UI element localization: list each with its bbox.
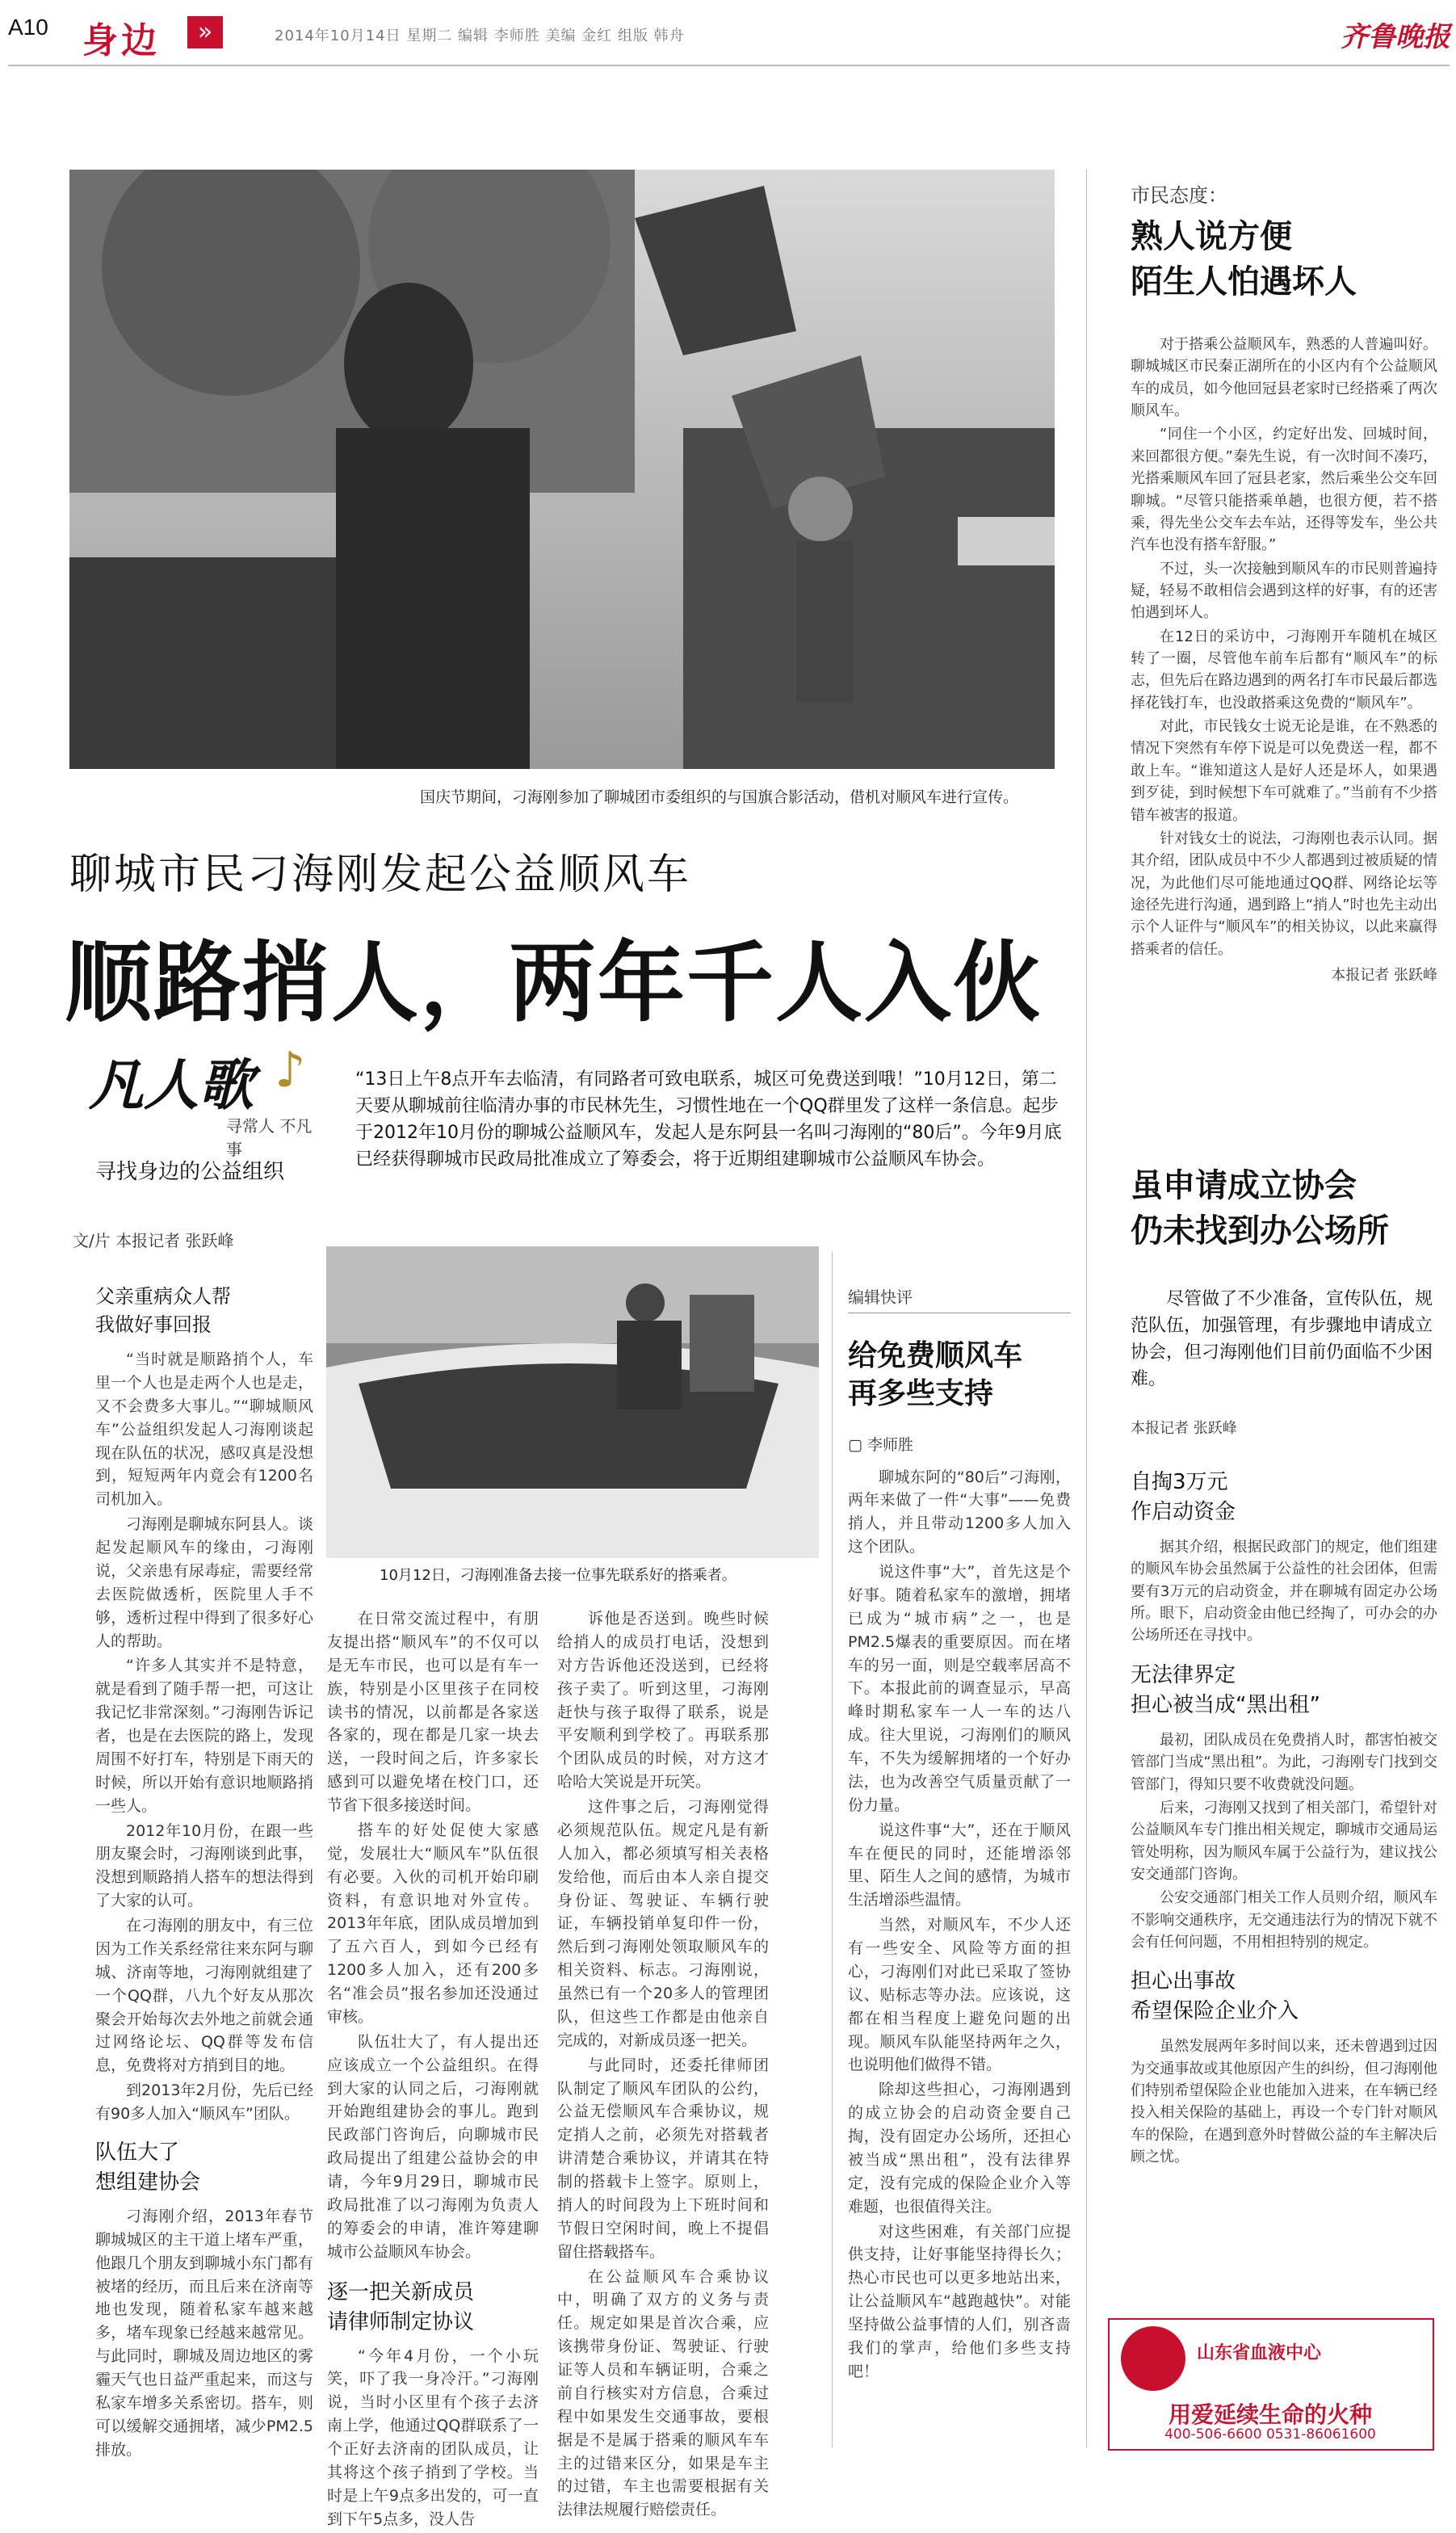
editorial-author-name: 李师胜 <box>867 1435 914 1454</box>
column-3 <box>557 1607 769 2523</box>
paragraph: 在刁海刚的朋友中，有三位因为工作关系经常往来东阿与聊城、济南等地，刁海刚就组建了一个QQ群，八九个好友从那次聚会开始每次去外地之前就会通过网络论坛、QQ群等发布信息，免费将对方捎到目的地。 <box>95 1917 313 2075</box>
paragraph: 聊城东阿的“80后”刁海刚，两年来做了一件“大事”——免费捎人，并且带动1200多人加入这个团队。 <box>848 1468 1071 1556</box>
article-lead: “13日上午8点开车去临清，有同路者可致电联系，城区可免费送到哦！”10月12日，第二天要从聊城前往临清办事的市民林先生，习惯性地在一个QQ群里发了这样一条信息。起步于2012年10月份的聊城公益顺风车，发起人是东阿县一名叫刁海刚的“80后”。今年9月底已经获得聊城市民政局批准成立了筹委会，将于近期组建聊城市公益顺风车协会。 <box>355 1069 1062 1170</box>
paragraph: 与此同时，还委托律师团队制定了顺风车团队的公约，公益无偿顺风车合乘协议，规定捎人之前，必须先对搭载者讲清楚合乘协议，并请其在特制的搭载卡上签字。原则上，捎人的时间段为上下班时间和节假日空闲时间，晚上不提倡留住搭载搭车。 <box>557 2056 769 2261</box>
paragraph: 对这些困难，有关部门应提供支持，让好事能坚持得长久；热心市民也可以更多地站出来，让公益顺风车“越跑越快”。对能坚持做公益事情的人们，别吝啬我们的掌声，给他们多些支持吧！ <box>848 2222 1071 2380</box>
ad-phone: 400-506-6600 0531-86061600 <box>1164 2426 1376 2443</box>
article-byline: 文/片 本报记者 张跃峰 <box>73 1231 234 1250</box>
column-logo <box>81 1042 323 1159</box>
paragraph: 在12日的采访中，刁海刚开车随机在城区转了一圈，尽管他车前车后都有“顺风车”的标志，但先后在路边遇到的两名打车市民最后都选择花钱打车，也没敢搭乘这免费的“顺风车”。 <box>1131 628 1437 712</box>
paragraph: 除却这些担心，刁海刚遇到的成立协会的启动资金要自己掏，没有固定办公场所，还担心被当成“黑出租”，没有法律界定，没有完成的保险企业介入等难题，也很值得关注。 <box>848 2081 1071 2216</box>
paragraph: 后来，刁海刚又找到了相关部门，希望针对公益顺风车专门推出相关规定，聊城市交通局运管处明称，因为顺风车属于公益行为，建议找公安交通部门咨询。 <box>1131 1799 1437 1883</box>
secondary-photo <box>326 1246 819 1558</box>
right-sub1-line2: 作启动资金 <box>1131 1500 1236 1524</box>
ad-slogan: 用爱延续生命的火种 <box>1168 2401 1372 2428</box>
column-2 <box>327 1607 539 2533</box>
paper-logo: 齐鲁晚报 <box>1341 21 1450 53</box>
right-head-line2: 陌生人怕遇坏人 <box>1131 263 1357 300</box>
editorial-box <box>848 1284 1071 2385</box>
paragraph: 诉他是否送到。晚些时候给捎人的成员打电话，没想到对方告诉他还没送到，已经将孩子卖了。听到这里，刁海刚赶快与孩子取得了联系，说是平安顺利到学校了。再联系那个团队成员的时候，对方这才哈哈大笑说是开玩笑。 <box>557 1610 769 1792</box>
page-header <box>0 0 1456 65</box>
right-column-top <box>1131 179 1437 985</box>
subhead-2-line1: 队伍大了 <box>95 2140 180 2165</box>
column-logo-subtitle: 寻常人 不凡事 <box>226 1116 313 1159</box>
header-divider <box>8 65 1450 66</box>
right-body <box>1131 334 1437 960</box>
right2-head-line1: 虽申请成立协会 <box>1131 1167 1357 1204</box>
paragraph: “今年4月份，一个小玩笑，吓了我一身冷汗。”刁海刚说，当时小区里有个孩子去济南上学，他通过QQ群联系了一个正好去济南的团队成员，让其将这个孩子捎到了学校。当时是上午9点多出发的，可一直到下午5点多，没人告 <box>327 2346 539 2528</box>
editorial-author: ▢ 李师胜 <box>848 1435 914 1454</box>
subhead-3-line2: 请律师制定协议 <box>327 2309 475 2334</box>
article-headline: 顺路捎人，两年千人入伙 <box>65 933 1043 1034</box>
paragraph: 据其介绍，根据民政部门的规定，他们组建的顺风车协会虽然属于公益性的社会团体，但需要有3万元的启动资金，并在聊城有固定办公场所。眼下，启动资金由他已经掏了，可办会的办公场所还在寻找中。 <box>1131 1539 1437 1645</box>
blood-donation-ad[interactable] <box>1108 2318 1434 2451</box>
paragraph: 到2013年2月份，先后已经有90多人加入“顺风车”团队。 <box>95 2081 313 2123</box>
right-sub2-line2: 担心被当成“黑出租” <box>1131 1692 1320 1717</box>
editorial-body <box>848 1466 1071 2384</box>
main-photo <box>69 170 1055 769</box>
right-sub1-body <box>1131 1536 1437 1647</box>
right-sub2-body <box>1131 1729 1437 1954</box>
blood-drop-icon <box>1121 2326 1185 2391</box>
paragraph: 最初，团队成员在免费捎人时，都害怕被交管部门当成“黑出租”。为此，刁海刚专门找到交管部门，得知只要不收费就没问题。 <box>1131 1731 1437 1793</box>
paragraph: 刁海刚介绍，2013年春节聊城城区的主干道上堵车严重，他跟几个朋友到聊城小东门都有被堵的经历，而且后来在济南等地也发现，随着私家车越来越多，堵车现象已经越来越常见。与此同时，聊城及周边地区的雾霾天气也日益严重起来，而这与私家车增多关系密切。搭车，则可以缓解交通拥堵，减少PM2.5排放。 <box>95 2207 313 2459</box>
main-photo-caption: 国庆节期间，刁海刚参加了聊城团市委组织的与国旗合影活动，借机对顺风车进行宣传。 <box>420 788 1019 806</box>
paragraph: 当然，对顺风车，不少人还有一些安全、风险等方面的担心，刁海刚们对此已采取了签协议、贴标志等办法。应该说，这都在相当程度上避免问题的出现。顺风车队能坚持两年之久，也说明他们做得不错。 <box>848 1916 1071 2074</box>
music-note-icon: ♪ <box>275 1042 306 1098</box>
column-divider <box>832 1252 833 2447</box>
column-1b-body <box>95 2205 313 2462</box>
paragraph: 对于搭乘公益顺风车，熟悉的人普遍叫好。聊城城区市民秦正湖所在的小区内有个公益顺风车的成员，如今他回冠县老家时已经搭乘了两次顺风车。 <box>1131 336 1437 420</box>
article-kicker: 聊城市民刁海刚发起公益顺风车 <box>69 851 692 899</box>
column-2b-body <box>327 2345 539 2531</box>
right-label: 市民态度： <box>1131 184 1227 207</box>
paragraph: 说这件事“大”，还在于顺风车在便民的同时，还能增添邻里、陌生人之间的感情，为城市生活增添些温情。 <box>848 1821 1071 1909</box>
right-sub1-line1: 自掏3万元 <box>1131 1470 1228 1494</box>
subhead-3-line1: 逐一把关新成员 <box>327 2279 475 2304</box>
paragraph: 虽然发展两年多时间以来，还未曾遇到过因为交通事故或其他原因产生的纠纷，但刁海刚他们特别希望保险企业也能加入进来，在车辆已经投入相关保险的基础上，再设一个专门针对顺风车的保险，在遇到意外时替做公益的车主解决后顾之忧。 <box>1131 2038 1437 2166</box>
subhead-1-line1: 父亲重病众人帮 <box>95 1285 231 1308</box>
column-tagline: 寻找身边的公益组织 <box>95 1160 285 1184</box>
editorial-title-line1: 给免费顺风车 <box>848 1339 1023 1372</box>
paragraph: 对此，市民钱女士说无论是谁，在不熟悉的情况下突然有车停下说是可以免费送一程，都不敢上车。“谁知道这人是好人还是坏人，如果遇到歹徒，到时候想下车可就难了。”当前有不少搭错车被害的报道。 <box>1131 718 1437 824</box>
right2-head-line2: 仍未找到办公场所 <box>1131 1212 1389 1250</box>
secondary-photo-image <box>326 1246 819 1558</box>
column-1-body <box>95 1348 313 2126</box>
chevron-right-icon: » <box>187 16 223 48</box>
editorial-title-line2: 再多些支持 <box>848 1376 994 1410</box>
subhead-1-line2: 我做好事回报 <box>95 1313 212 1336</box>
ad-brand: 山东省血液中心 <box>1197 2343 1322 2363</box>
paragraph: 这件事之后，刁海刚觉得必须规范队伍。规定凡是有新人加入，都必须填写相关表格发给他，而后由本人亲自提交身份证、驾驶证、车辆行驶证，车辆投销单复印件一份，然后到刁海刚处领取顺风车的相关资料、标志。刁海刚说，虽然已有一个20多人的管理团队，但这些工作都是由他亲自完成的，对新成员逐一把关。 <box>557 1798 769 2049</box>
right2-byline: 本报记者 张跃峰 <box>1131 1420 1237 1437</box>
paragraph: 刁海刚是聊城东阿县人。谈起发起顺风车的缘由，刁海刚说，父亲患有尿毒症，需要经常去医院做透析，医院里人手不够，透析过程中得到了很多好心人的帮助。 <box>95 1515 313 1650</box>
right-sub3-line2: 希望保险企业介入 <box>1131 1999 1299 2024</box>
section-tag <box>74 8 236 61</box>
column-3-body <box>557 1607 769 2522</box>
main-photo-image <box>69 170 1055 769</box>
paragraph: 2012年10月份，在跟一些朋友聚会时，刁海刚谈到此事，没想到顺路捎人搭车的想法得到了大家的认可。 <box>95 1821 313 1910</box>
paragraph: “当时就是顺路捎个人，车里一个人也是走两个人也是走，又不会费多大事儿。”“聊城顺风车”公益组织发起人刁海刚谈起现在队伍的状况，感叹真是没想到，短短两年内竟会有1200名司机加入。 <box>95 1351 313 1509</box>
right-sub2-line1: 无法律界定 <box>1131 1662 1236 1687</box>
column-logo-title: 凡人歌 <box>89 1053 254 1118</box>
header-meta: 2014年10月14日 星期二 编辑 李师胜 美编 金红 组版 韩舟 <box>275 27 685 44</box>
paragraph: 说这件事“大”，首先这是个好事。随着私家车的激增，拥堵已成为“城市病”之一，也是PM2.5爆表的重要原因。而在堵车的另一面，则是空载率居高不下。本报此前的调查显示，早高峰时期私家车一人一车的达八成。往大里说，刁海刚们的顺风车，不失为缓解拥堵的一个好办法，也为改善空气质量贡献了一份力量。 <box>848 1563 1071 1814</box>
page-number: A10 <box>8 15 48 40</box>
paragraph: 在公益顺风车合乘协议中，明确了双方的义务与责任。规定如果是首次合乘，应该携带身份证、驾驶证、行驶证等人员和车辆证明，合乘之前自行核实对方信息，合乘过程中如果发生交通事故，要根据是不是属于搭乘的顺风车车主的过错来区分，如果是车主的过错，车主也需要根据有关法律法规履行赔偿责任。 <box>557 2267 769 2519</box>
paragraph: 公安交通部门相关工作人员则介绍，顺风车不影响交通秩序，无交通违法行为的情况下就不会有任何问题，不用相担特别的规定。 <box>1131 1889 1437 1951</box>
paragraph: 针对钱女士的说法，刁海刚也表示认同。据其介绍，团队成员中不少人都遇到过被质疑的情况，为此他们尽可能地通过QQ群、网络论坛等途径先进行沟通，遇到路上“捎人”时也先主动出示个人证件与“顺风车”的相关协议，以此来赢得搭乘者的信任。 <box>1131 830 1437 958</box>
paragraph: 在日常交流过程中，有朋友提出搭“顺风车”的不仅可以是无车市民，也可以是有车一族，特别是小区里孩子在同校读书的情况，以前都是各家送各家的，现在都是几家一块去送，一段时间之后，许多家长感到可以避免堵在校门口，还节省下很多接送时间。 <box>327 1610 539 1814</box>
right-byline: 本报记者 张跃峰 <box>1331 967 1437 985</box>
paragraph: “同住一个小区，约定好出发、回城时间，来回都很方便。”秦先生说，有一次时间不凑巧，光搭乘顺风车回了冠县老家，然后乘坐公交车回聊城。“尽管只能搭乘单趟，也很方便，若不搭乘，得先坐公交车去车站，还得等发车，坐公共汽车也没有搭车舒服。” <box>1131 426 1437 554</box>
right-sub3-body <box>1131 2035 1437 2168</box>
editorial-label: 编辑快评 <box>848 1284 1071 1313</box>
right-head-line1: 熟人说方便 <box>1131 218 1292 255</box>
column-2-body <box>327 1607 539 2264</box>
section-label: 身边 <box>82 20 160 61</box>
right-column-divider <box>1086 170 1087 2447</box>
subhead-2-line2: 想组建协会 <box>95 2170 201 2195</box>
paragraph: 不过，头一次接触到顺风车的市民则普遍持疑，轻易不敢相信会遇到这样的好事，有的还害怕遇到坏人。 <box>1131 560 1437 622</box>
right2-lead: 尽管做了不少准备，宣传队伍，规范队伍，加强管理，有步骤地申请成立协会，但刁海刚他们目前仍面临不少困难。 <box>1131 1289 1433 1389</box>
right-sub3-line1: 担心出事故 <box>1131 1969 1236 1994</box>
right-column-bottom <box>1131 1163 1437 2170</box>
secondary-photo-caption: 10月12日，刁海刚准备去接一位事先联系好的搭乘者。 <box>380 1567 736 1584</box>
paragraph: 队伍壮大了，有人提出还应该成立一个公益组织。在得到大家的认同之后，刁海刚就开始跑组建协会的事儿。跑到民政部门咨询后，向聊城市民政局提出了组建公益协会的申请，今年9月29日，聊城市民政局批准了以刁海刚为负责人的筹委会的申请，准许筹建聊城市公益顺风车协会。 <box>327 2032 539 2261</box>
paragraph: “许多人其实并不是特意，就是看到了随手帮一把，可这让我记忆非常深刻。”刁海刚告诉记者，也是在去医院的路上，发现周围不好打车，特别是下雨天的时候，所以开始有意识地顺路捎一些人。 <box>95 1657 313 1815</box>
paragraph: 搭车的好处促使大家感觉，发展壮大“顺风车”队伍很有必要。入伙的司机开始印刷资料，有意识地对外宣传。2013年年底，团队成员增加到了五六百人，到如今已经有1200多人加入，还有200多名“准会员”报名参加还没通过审核。 <box>327 1821 539 2026</box>
column-1 <box>95 1280 313 2464</box>
